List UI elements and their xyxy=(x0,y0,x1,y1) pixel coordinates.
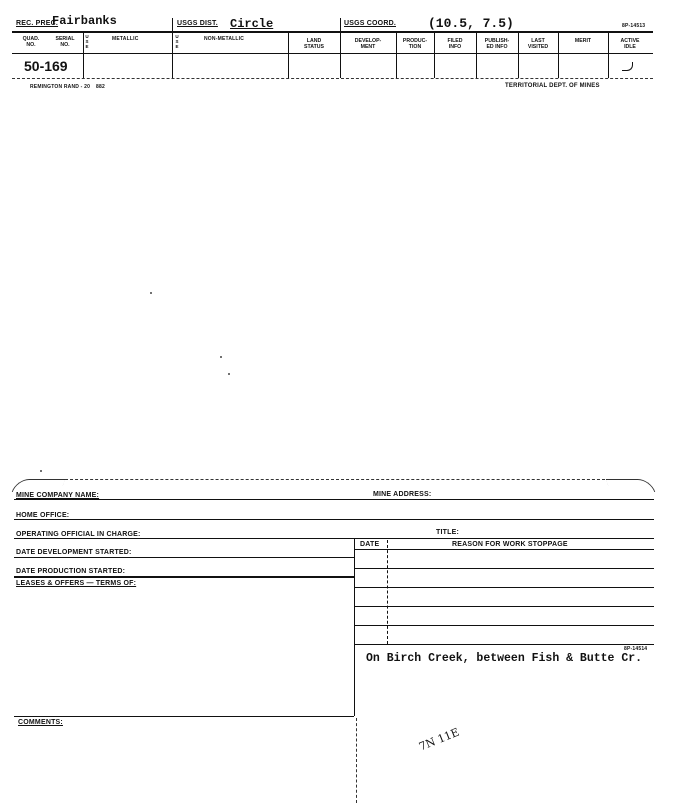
rule xyxy=(354,644,654,645)
filed-info-header: FILED INFO xyxy=(447,38,463,50)
leases-label: LEASES & OFFERS — TERMS OF: xyxy=(16,580,137,587)
operating-official-label: OPERATING OFFICIAL IN CHARGE: xyxy=(16,531,141,538)
nonmetallic-header: NON-METALLIC xyxy=(204,36,245,42)
metallic-header: METALLIC xyxy=(112,36,139,42)
divider xyxy=(558,33,559,78)
rule xyxy=(354,549,654,550)
use-header-1: U S E xyxy=(85,34,89,49)
speck xyxy=(220,356,222,358)
development-header: DEVELOP- MENT xyxy=(354,38,382,50)
reason-column-header: REASON FOR WORK STOPPAGE xyxy=(452,541,568,548)
land-status-header: LAND STATUS xyxy=(304,38,324,50)
form-number: 8P-14513 xyxy=(622,23,646,29)
rule xyxy=(354,625,654,626)
location-note: On Birch Creek, between Fish & Butte Cr. xyxy=(366,652,643,665)
divider xyxy=(356,718,357,803)
divider xyxy=(354,644,355,716)
date-development-label: DATE DEVELOPMENT STARTED: xyxy=(16,549,132,556)
divider xyxy=(172,18,173,78)
mine-company-label: MINE COMPANY NAME: xyxy=(16,492,100,499)
usgs-dist-label: USGS DIST. xyxy=(177,20,218,27)
rule xyxy=(14,716,354,717)
usgs-dist-value: Circle xyxy=(230,17,274,31)
header-row-rule xyxy=(12,53,653,54)
rule xyxy=(354,587,654,588)
usgs-coord-label: USGS COORD. xyxy=(344,20,396,27)
header-top-rule xyxy=(12,31,653,33)
last-visited-header: LAST VISITED xyxy=(527,38,549,50)
date-column-header: DATE xyxy=(360,541,380,548)
card-corner xyxy=(606,479,656,492)
rule xyxy=(354,606,654,607)
active-checkmark xyxy=(622,62,633,71)
speck xyxy=(228,373,230,375)
card-corner xyxy=(12,479,66,492)
rule xyxy=(354,568,654,569)
handwritten-note: 7N 11E xyxy=(417,725,462,754)
rule xyxy=(14,557,354,558)
rule xyxy=(14,538,654,539)
divider xyxy=(288,33,289,78)
title-label: TITLE: xyxy=(436,529,459,536)
divider xyxy=(340,18,341,78)
production-header: PRODUC- TION xyxy=(402,38,428,50)
speck xyxy=(40,470,42,472)
date-production-label: DATE PRODUCTION STARTED: xyxy=(16,568,126,575)
serial-no-header: SERIAL NO. xyxy=(55,36,75,48)
quad-no-header: QUAD. NO. xyxy=(22,36,40,48)
date-column-divider xyxy=(387,540,388,644)
serial-value: 50-169 xyxy=(24,58,68,74)
dept-label: TERRITORIAL DEPT. OF MINES xyxy=(505,83,600,89)
printer-note: REMINGTON RAND - 20 xyxy=(30,84,91,90)
rule xyxy=(14,499,654,500)
comments-label: COMMENTS: xyxy=(18,719,63,726)
rec-prec-value: Fairbanks xyxy=(52,14,117,28)
card-cut-line xyxy=(12,78,653,79)
home-office-label: HOME OFFICE: xyxy=(16,512,70,519)
form-number-2: 8P-14514 xyxy=(624,646,648,652)
rule xyxy=(14,576,354,578)
lower-cut-line xyxy=(60,479,610,480)
mine-address-label: MINE ADDRESS: xyxy=(373,491,432,498)
published-info-header: PUBLISH- ED INFO xyxy=(484,38,510,50)
rec-prec-label: REC. PREC. xyxy=(16,20,59,27)
merit-header: MERIT xyxy=(574,38,592,44)
active-idle-header: ACTIVE IDLE xyxy=(620,38,640,50)
speck xyxy=(150,292,152,294)
rule xyxy=(14,519,654,520)
table-left-border xyxy=(354,538,355,644)
use-header-2: U S E xyxy=(175,34,179,49)
printer-code: 882 xyxy=(96,84,105,90)
usgs-coord-value: (10.5, 7.5) xyxy=(428,16,514,31)
